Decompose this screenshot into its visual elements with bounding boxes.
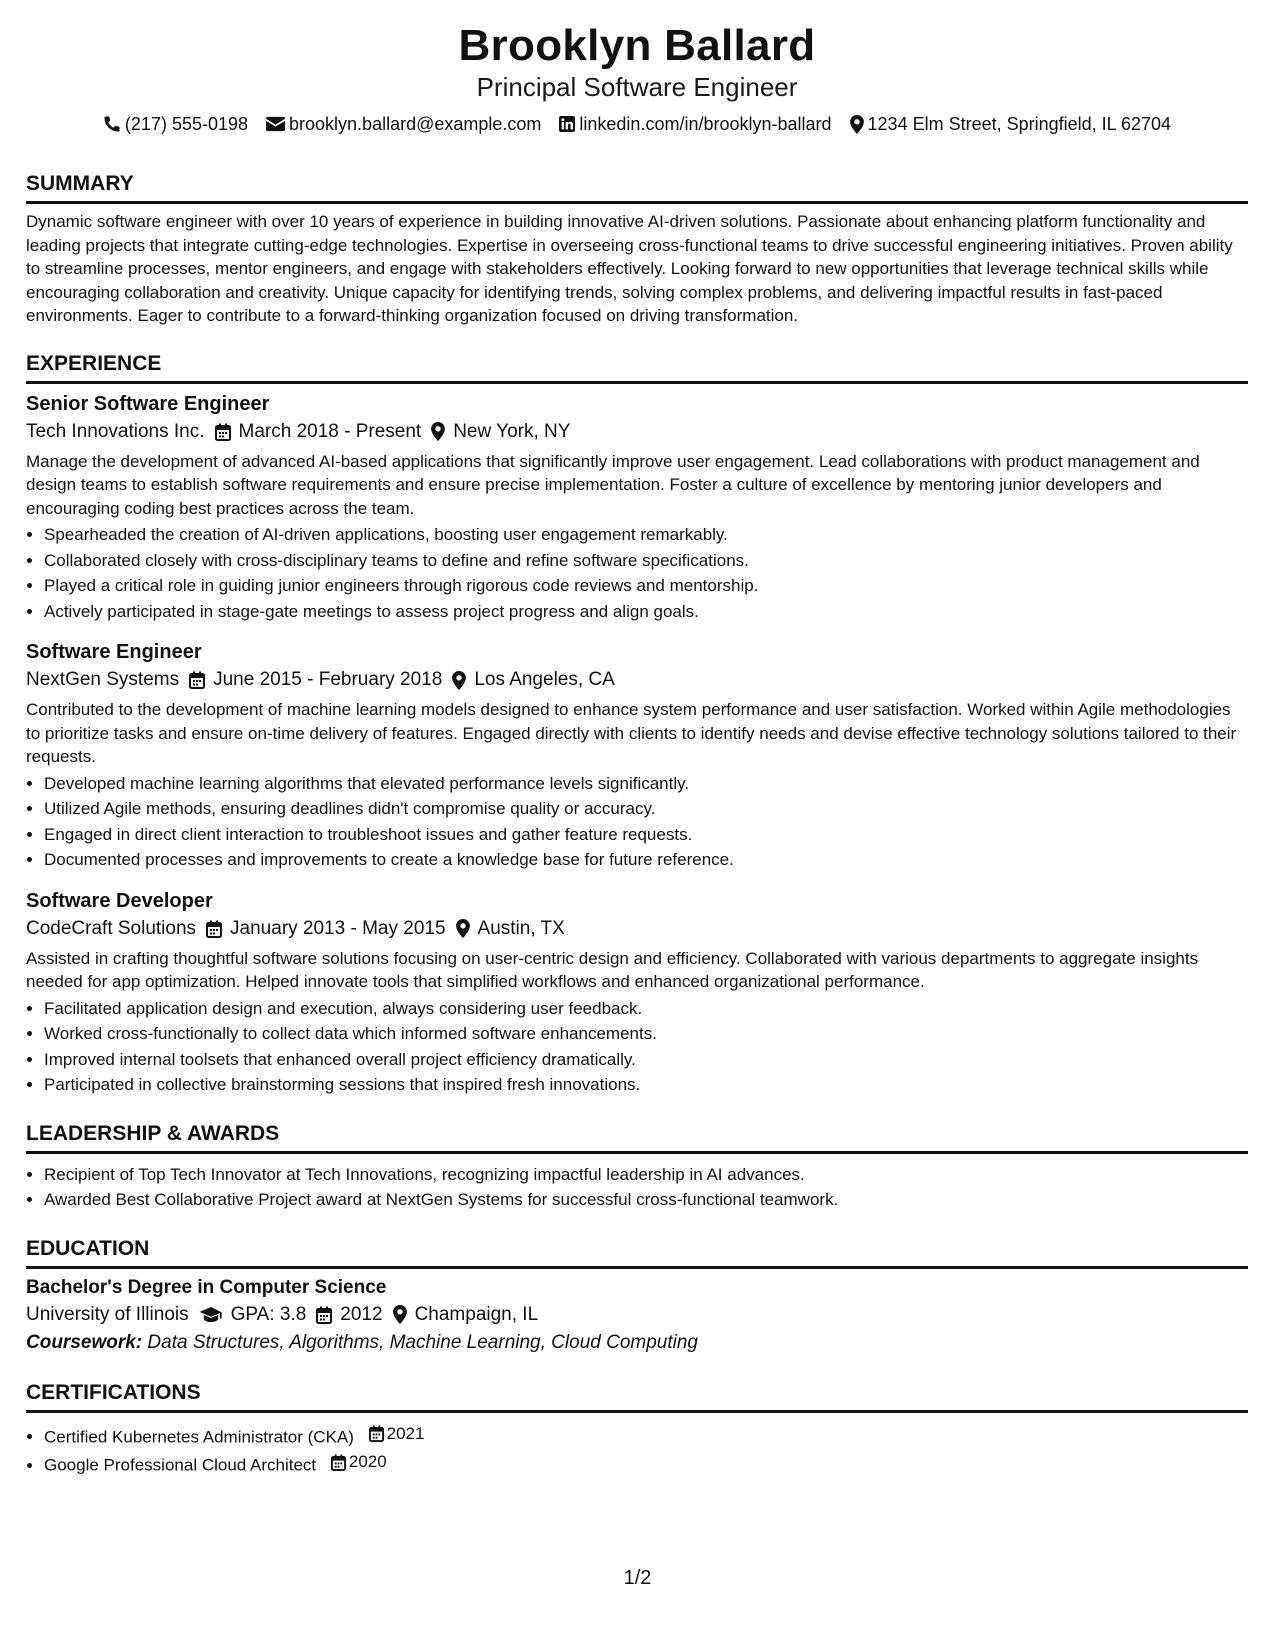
education-section	[26, 1235, 1248, 1357]
calendar-icon	[316, 1306, 332, 1324]
contact-address-text: 1234 Elm Street, Springfield, IL 62704	[867, 114, 1172, 134]
certification-name: Certified Kubernetes Administrator (CKA)	[44, 1426, 354, 1446]
linkedin-icon	[559, 116, 575, 132]
contact-bar	[26, 112, 1248, 136]
certification-year: 2021	[386, 1423, 425, 1443]
contact-phone[interactable]	[103, 112, 248, 136]
resume-header	[26, 20, 1248, 136]
job-location: Los Angeles, CA	[474, 669, 615, 690]
job-description: Contributed to the development of machine learning models designed to enhance system performance and user satisfaction. Worked within Agile methodologies to prioritize tasks and ensure on-time delivery of features. Engaged directly with clients to identify needs and devise effective technology solutions tailored to their requests.	[26, 700, 1237, 766]
calendar-icon	[331, 1454, 346, 1471]
job-bullets	[26, 996, 1248, 1098]
job-bullet: • Documented processes and improvements to create a knowledge base for future reference.	[44, 847, 1248, 873]
location-pin-icon	[431, 422, 445, 441]
calendar-icon	[206, 920, 222, 938]
job-bullet: • Engaged in direct client interaction to troubleshoot issues and gather feature requests.	[44, 822, 1248, 848]
calendar-icon	[369, 1425, 384, 1442]
location-pin-icon	[850, 115, 864, 134]
job-entry	[26, 390, 1248, 625]
job-dates: June 2015 - February 2018	[213, 669, 443, 690]
job-title: Senior Software Engineer	[26, 392, 270, 415]
job-bullet: • Worked cross-functionally to collect data which informed software enhancements.	[44, 1021, 1248, 1047]
certifications-list	[26, 1421, 1248, 1479]
summary-text: Dynamic software engineer with over 10 years of experience in building innovative AI-driven solutions. Passionate about enhancing platform functionality and leading projects that integrate cutting-edge technologies. Expertise in overseeing cross-functional teams to drive successful engineering initiatives. Proven ability to streamline processes, mentor engineers, and engage with stakeholders effectively. Looking forward to new opportunities that leverage technical skills while encouraging collaboration and creativity. Unique capacity for identifying trends, solving complex problems, and delivering impactful results in fast-paced environments. Eager to contribute to a forward-thinking organization focused on driving transformation.	[26, 212, 1233, 325]
graduation-cap-icon	[199, 1307, 223, 1323]
contact-email-text: brooklyn.ballard@example.com	[289, 114, 542, 134]
leadership-item: • Recipient of Top Tech Innovator at Tech Innovations, recognizing impactful leadership in AI advances.	[44, 1162, 1248, 1188]
job-dates: January 2013 - May 2015	[230, 917, 446, 939]
education-year: 2012	[340, 1303, 383, 1325]
certification-item	[44, 1421, 1248, 1450]
job-bullet: • Facilitated application design and execution, always considering user feedback.	[44, 996, 1248, 1022]
job-title: Software Engineer	[26, 641, 202, 663]
phone-icon	[103, 115, 121, 133]
job-entry	[26, 638, 1248, 873]
job-company: Tech Innovations Inc.	[26, 420, 205, 442]
location-pin-icon	[456, 919, 470, 938]
job-company: NextGen Systems	[26, 669, 180, 690]
job-bullet: • Spearheaded the creation of AI-driven applications, boosting user engagement remarkably.	[44, 522, 1248, 548]
job-dates: March 2018 - Present	[238, 420, 422, 442]
job-bullet: • Improved internal toolsets that enhanced overall project efficiency dramatically.	[44, 1047, 1248, 1073]
resume-page	[26, 20, 1248, 1478]
candidate-role: Principal Software Engineer	[476, 72, 798, 102]
education-gpa: GPA: 3.8	[230, 1303, 307, 1325]
certification-name: Google Professional Cloud Architect	[44, 1455, 317, 1475]
certifications-section	[26, 1379, 1248, 1479]
education-coursework	[26, 1329, 1248, 1357]
location-pin-icon	[393, 1305, 407, 1324]
job-bullet: • Utilized Agile methods, ensuring deadlines didn't compromise quality or accuracy.	[44, 796, 1248, 822]
certification-year: 2020	[348, 1452, 387, 1472]
job-location: Austin, TX	[477, 917, 565, 939]
certification-item	[44, 1449, 1248, 1478]
job-meta	[26, 915, 1248, 943]
calendar-icon	[189, 671, 205, 689]
contact-linkedin[interactable]	[559, 112, 831, 136]
job-company: CodeCraft Solutions	[26, 917, 197, 939]
contact-linkedin-text: linkedin.com/in/brooklyn-ballard	[579, 114, 832, 134]
education-degree: Bachelor's Degree in Computer Science	[26, 1276, 387, 1298]
leadership-section	[26, 1120, 1248, 1213]
contact-address	[850, 112, 1172, 136]
job-meta	[26, 666, 1248, 694]
contact-email[interactable]	[266, 112, 541, 136]
coursework-label: Coursework:	[26, 1331, 143, 1353]
experience-section	[26, 350, 1248, 1098]
candidate-name: Brooklyn Ballard	[458, 21, 816, 70]
job-bullet: • Developed machine learning algorithms that elevated performance levels significantly.	[44, 771, 1248, 797]
job-bullets	[26, 771, 1248, 873]
page-number: 1/2	[623, 1567, 652, 1589]
job-location: New York, NY	[453, 420, 571, 442]
section-title-leadership: LEADERSHIP & AWARDS	[26, 1120, 1248, 1154]
leadership-item: • Awarded Best Collaborative Project award at NextGen Systems for successful cross-functional teamwork.	[44, 1187, 1248, 1213]
job-description: Manage the development of advanced AI-based applications that significantly improve user engagement. Lead collaborations with product management and design teams to establish software requirements and ensure precise implementation. Foster a culture of excellence by mentoring junior developers and encouraging coding best practices across the team.	[26, 451, 1200, 518]
coursework-text: Data Structures, Algorithms, Machine Learning, Cloud Computing	[147, 1331, 698, 1353]
education-meta	[26, 1301, 1248, 1329]
job-bullet: • Played a critical role in guiding junior engineers through rigorous code reviews and mentorship.	[44, 573, 1248, 599]
job-entry	[26, 887, 1248, 1098]
section-title-education: EDUCATION	[26, 1235, 1248, 1269]
job-bullets	[26, 522, 1248, 624]
job-title: Software Developer	[26, 889, 213, 912]
leadership-list	[26, 1162, 1248, 1213]
education-school: University of Illinois	[26, 1303, 189, 1325]
job-meta	[26, 418, 1248, 446]
contact-phone-text: (217) 555-0198	[124, 114, 249, 134]
job-description: Assisted in crafting thoughtful software solutions focusing on user-centric design and efficiency. Collaborated with various departments to aggregate insights needed for app optimization. Helped innovate tools that simplified workflows and enhanced organizational performance.	[26, 948, 1199, 991]
location-pin-icon	[452, 671, 466, 690]
job-bullet: • Collaborated closely with cross-disciplinary teams to define and refine software specifications.	[44, 548, 1248, 574]
summary-section	[26, 170, 1248, 328]
section-title-experience: EXPERIENCE	[26, 350, 1248, 384]
job-bullet: • Participated in collective brainstorming sessions that inspired fresh innovations.	[44, 1072, 1248, 1098]
envelope-icon	[266, 116, 285, 132]
section-title-certifications: CERTIFICATIONS	[26, 1379, 1248, 1413]
calendar-icon	[215, 423, 231, 441]
job-bullet: • Actively participated in stage-gate meetings to assess project progress and align goals.	[44, 599, 1248, 625]
education-location: Champaign, IL	[414, 1303, 539, 1325]
section-title-summary: SUMMARY	[26, 170, 1248, 204]
